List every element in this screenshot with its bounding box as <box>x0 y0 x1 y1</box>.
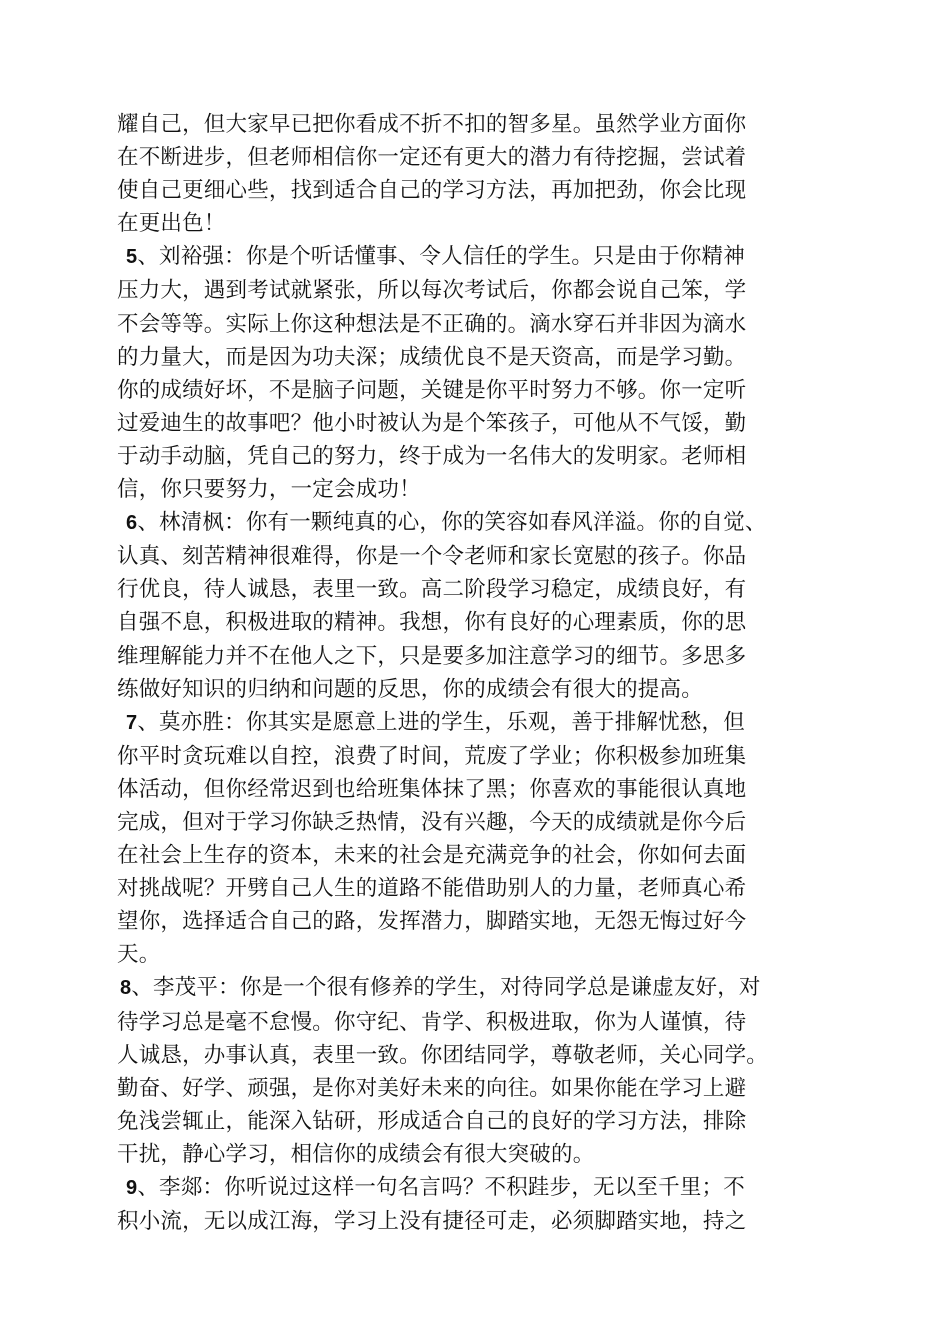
text-line <box>117 440 857 473</box>
text-line <box>117 773 857 806</box>
line-text: 天。 <box>117 942 161 968</box>
line-text: 、李郯：你听说过这样一句名言吗？不积跬步，无以至千里；不 <box>137 1175 745 1200</box>
text-line <box>117 174 857 207</box>
line-text: 练做好知识的归纳和问题的反思，你的成绩会有很大的提高。 <box>117 676 703 702</box>
line-text: 勤奋、好学、顽强，是你对美好未来的向往。如果你能在学习上避 <box>117 1075 747 1101</box>
text-line <box>117 374 857 407</box>
text-line <box>117 673 857 706</box>
line-text: 积小流，无以成江海，学习上没有捷径可走，必须脚踏实地，持之 <box>117 1209 747 1235</box>
line-text: 人诚恳，办事认真，表里一致。你团结同学，尊敬老师，关心同学。 <box>117 1042 769 1068</box>
text-line <box>117 207 857 240</box>
line-text: 你的成绩好坏，不是脑子问题，关键是你平时努力不够。你一定听 <box>117 377 747 403</box>
text-line <box>117 1138 857 1171</box>
item-number: 6 <box>126 512 138 535</box>
comment-start-line <box>117 1171 857 1205</box>
text-line <box>117 905 857 938</box>
line-text: 过爱迪生的故事吧？他小时被认为是个笨孩子，可他从不气馁，勤 <box>117 410 747 436</box>
text-line <box>117 839 857 872</box>
line-text: 行优良，待人诚恳，表里一致。高二阶段学习稳定，成绩良好，有 <box>117 577 747 603</box>
item-number: 8 <box>120 977 132 1000</box>
line-text: 待学习总是毫不怠慢。你守纪、肯学、积极进取，你为人谨慎，待 <box>117 1009 747 1035</box>
text-line <box>117 640 857 673</box>
line-text: 信，你只要努力，一定会成功！ <box>117 477 421 503</box>
text-line <box>117 308 857 341</box>
text-line <box>117 1105 857 1138</box>
item-number: 9 <box>126 1177 138 1199</box>
text-line <box>117 1072 857 1105</box>
text-line <box>117 540 857 573</box>
line-text: 压力大，遇到考试就紧张，所以每次考试后，你都会说自己笨，学 <box>117 278 747 304</box>
item-number: 5 <box>126 246 138 269</box>
comment-start-line <box>117 240 857 274</box>
line-text: 在不断进步，但老师相信你一定还有更大的潜力有待挖掘，尝试着 <box>117 145 747 171</box>
text-line <box>117 108 857 141</box>
line-text: 、刘裕强：你是个听话懂事、令人信任的学生。只是由于你精神 <box>137 244 745 270</box>
line-text: 干扰，静心学习，相信你的成绩会有很大突破的。 <box>117 1141 595 1167</box>
comment-start-line <box>117 706 857 740</box>
line-text: 完成，但对于学习你缺乏热情，没有兴趣，今天的成绩就是你今后 <box>117 809 747 835</box>
line-text: 体活动，但你经常迟到也给班集体抹了黑；你喜欢的事能很认真地 <box>117 776 747 802</box>
text-line <box>117 407 857 440</box>
text-line <box>117 1205 857 1238</box>
line-text: 于动手动脑，凭自己的努力，终于成为一名伟大的发明家。老师相 <box>117 443 747 469</box>
line-text: 不会等等。实际上你这种想法是不正确的。滴水穿石并非因为滴水 <box>117 311 747 337</box>
item-number: 7 <box>126 711 138 734</box>
text-line <box>117 141 857 174</box>
text-line <box>117 806 857 839</box>
text-line <box>117 1039 857 1072</box>
line-text: 、李茂平：你是一个很有修养的学生，对待同学总是谦虚友好，对 <box>131 975 761 1001</box>
line-text: 对挑战呢？开劈自己人生的道路不能借助别人的力量，老师真心希 <box>117 876 747 902</box>
line-text: 在社会上生存的资本，未来的社会是充满竞争的社会，你如何去面 <box>117 843 747 869</box>
line-text: 自强不息，积极进取的精神。我想，你有良好的心理素质，你的思 <box>117 610 747 636</box>
text-line <box>117 341 857 374</box>
text-line <box>117 274 857 307</box>
text-line <box>117 573 857 606</box>
line-text: 耀自己，但大家早已把你看成不折不扣的智多星。虽然学业方面你 <box>117 112 747 137</box>
line-text: 认真、刻苦精神很难得，你是一个令老师和家长宽慰的孩子。你品 <box>117 544 747 570</box>
line-text: 使自己更细心些，找到适合自己的学习方法，再加把劲，你会比现 <box>117 178 747 204</box>
text-line <box>117 606 857 639</box>
text-line <box>117 1006 857 1039</box>
text-line <box>117 473 857 506</box>
line-text: 的力量大，而是因为功夫深；成绩优良不是天资高，而是学习勤。 <box>117 344 747 370</box>
text-line <box>117 872 857 905</box>
text-line <box>117 740 857 773</box>
comment-start-line <box>117 971 857 1005</box>
text-line <box>117 938 857 971</box>
line-text: 你平时贪玩难以自控，浪费了时间，荒废了学业；你积极参加班集 <box>117 743 747 769</box>
line-text: 、林清枫：你有一颗纯真的心，你的笑容如春风洋溢。你的自觉、 <box>137 510 767 536</box>
document-body <box>117 108 857 1238</box>
line-text: 免浅尝辄止，能深入钻研，形成适合自己的良好的学习方法，排除 <box>117 1108 747 1134</box>
line-text: 望你，选择适合自己的路，发挥潜力，脚踏实地，无怨无悔过好今 <box>117 909 747 935</box>
comment-start-line <box>117 506 857 540</box>
line-text: 、莫亦胜：你其实是愿意上进的学生，乐观，善于排解忧愁，但 <box>137 709 745 735</box>
line-text: 维理解能力并不在他人之下，只是要多加注意学习的细节。多思多 <box>117 643 747 669</box>
line-text: 在更出色！ <box>117 211 226 237</box>
